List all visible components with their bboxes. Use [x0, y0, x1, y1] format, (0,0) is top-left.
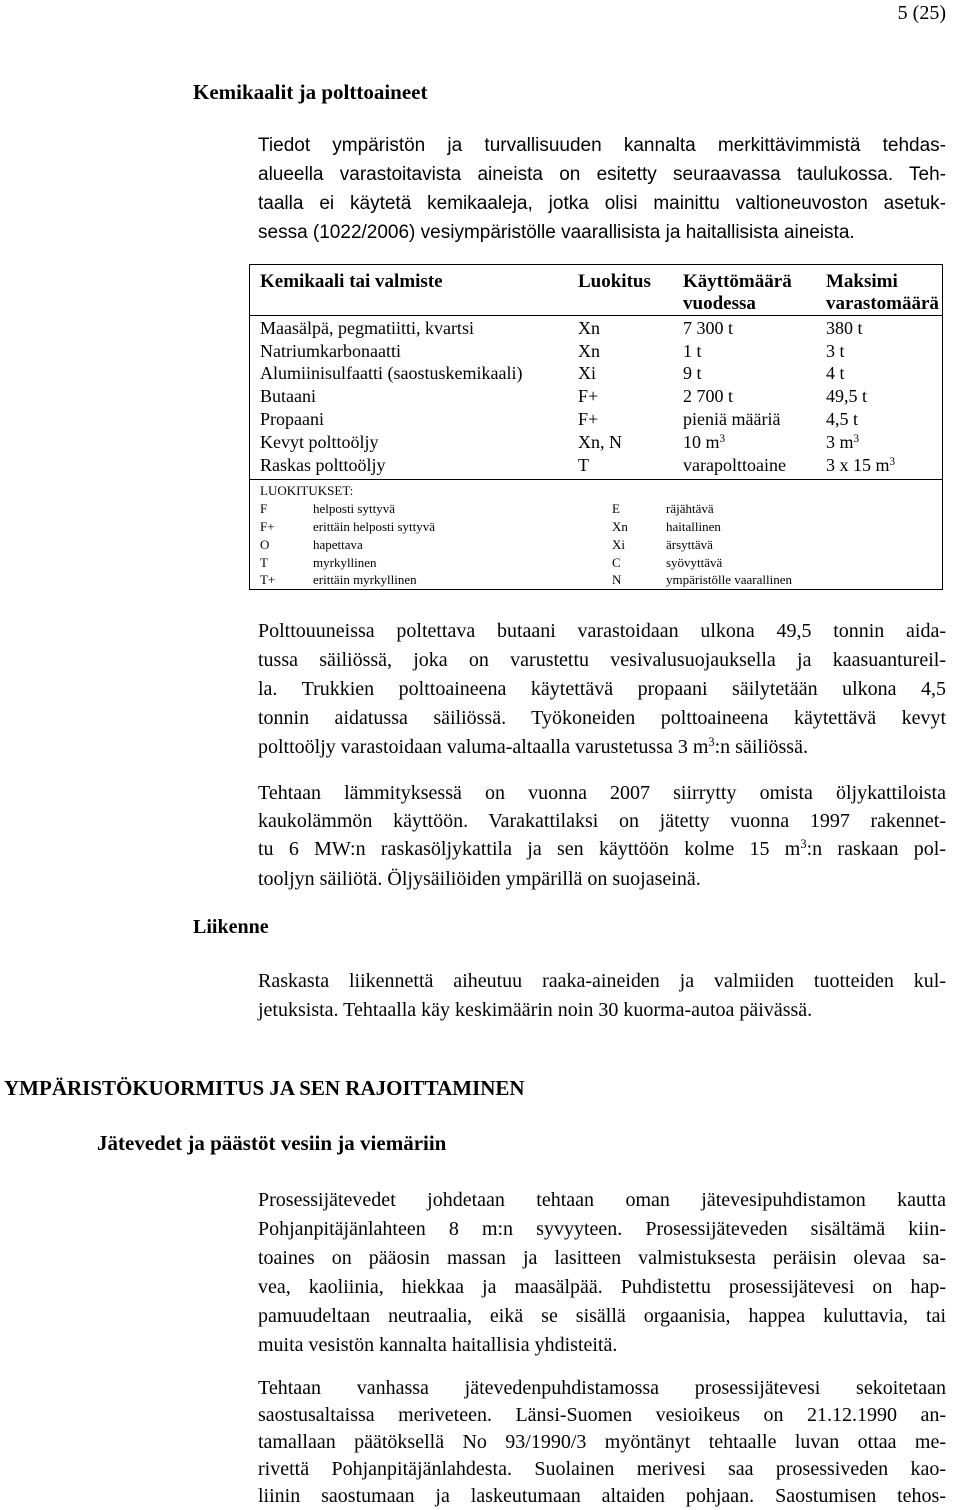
- cell-class: Xn: [578, 341, 600, 361]
- legend-text: erittäin myrkyllinen: [313, 572, 417, 587]
- cell-max: 380 t: [826, 318, 863, 338]
- text-line: Polttouuneissa poltettava butaani varastoidaan ulkona 49,5 tonnin aida-: [258, 620, 946, 642]
- text-line: Pohjanpitäjänlahteen 8 m:n syvyyteen. Prosessijäteveden sisältämä kiin-: [258, 1218, 946, 1240]
- process-water-paragraph: [258, 1186, 946, 1360]
- cell-class: Xn, N: [578, 432, 622, 452]
- header-classification: Luokitus: [578, 271, 651, 292]
- text-line: toaines on pääosin massan ja lasitteen valmistuksesta peräisin olevaa sa-: [258, 1247, 946, 1269]
- header-annual-usage: Käyttömäärä: [683, 271, 792, 292]
- text-line: tonnin aidatussa säiliössä. Työkoneiden polttoaineena käytettävä kevyt: [258, 707, 946, 729]
- text-line: tooljyn säiliötä. Öljysäiliöiden ympärillä on suojaseinä.: [258, 868, 701, 890]
- cell-max: 4,5 t: [826, 409, 859, 429]
- text-line: tamallaan päätöksellä No 93/1990/3 myöntänyt tehtaalle luvan ottaa me-: [258, 1431, 946, 1453]
- text-fragment: :n raskaan pol-: [806, 838, 946, 860]
- cell-usage: pieniä määriä: [683, 409, 781, 429]
- legend-text: ärsyttävä: [666, 537, 713, 552]
- page-number: 5 (25): [897, 2, 946, 24]
- legend-title: LUOKITUKSET:: [260, 483, 354, 498]
- cell-name: Propaani: [260, 409, 324, 429]
- cell-class: F+: [578, 386, 599, 406]
- superscript: 3: [889, 455, 896, 468]
- text-fragment: :n säiliössä.: [714, 736, 808, 758]
- text-line: [258, 835, 946, 865]
- cell-usage: 7 300 t: [683, 318, 734, 338]
- header-chemical: Kemikaali tai valmiste: [260, 271, 443, 292]
- cell-max: [826, 455, 895, 476]
- legend-code: C: [612, 555, 621, 570]
- fuel-storage-paragraph: [258, 617, 946, 764]
- cell-class: T: [578, 455, 589, 475]
- superscript: 3: [800, 837, 807, 852]
- cell-name: Natriumkarbonaatti: [260, 341, 401, 361]
- cell-name: Alumiinisulfaatti (saostuskemikaali): [260, 363, 523, 383]
- header-annual-usage-line2: vuodessa: [683, 293, 756, 314]
- superscript: 3: [853, 432, 860, 445]
- cell-name: Kevyt polttoöljy: [260, 432, 379, 452]
- legend-code: F: [260, 501, 268, 516]
- text-line: la. Trukkien polttoaineena käytettävä propaani säilytetään ulkona 4,5: [258, 678, 946, 700]
- text-line: liinin saostumaan ja laskeutumaan altaiden pohjaan. Saostumisen tehos-: [258, 1485, 946, 1507]
- text-line: tussa säiliössä, joka on varustettu vesivalusuojauksella ja kaasuantureil-: [258, 649, 946, 671]
- header-divider: [250, 315, 942, 316]
- legend-text: myrkyllinen: [313, 555, 377, 570]
- text-line: Tehtaan vanhassa jätevedenpuhdistamossa prosessijätevesi sekoitetaan: [258, 1377, 946, 1399]
- legend-divider: [250, 479, 942, 480]
- legend-code: T: [260, 555, 268, 570]
- section-heading-traffic: Liikenne: [193, 916, 269, 938]
- legend-text: räjähtävä: [666, 501, 714, 516]
- cell-name: Maasälpä, pegmatiitti, kvartsi: [260, 318, 474, 338]
- legend-code: N: [612, 572, 622, 587]
- text-fragment: polttoöljy varastoidaan valuma-altaalla varustetussa 3 m: [258, 736, 709, 758]
- cell-usage: 1 t: [683, 341, 702, 361]
- cell-class: F+: [578, 409, 599, 429]
- cell-class: Xn: [578, 318, 600, 338]
- legend-text: erittäin helposti syttyvä: [313, 519, 436, 534]
- superscript: 3: [719, 432, 726, 445]
- cell-max-value: 3 m: [826, 432, 854, 452]
- text-line: sessa (1022/2006) vesiympäristölle vaarallisista ja haitallisista aineista.: [258, 222, 855, 243]
- header-max-storage-line2: varastomäärä: [826, 293, 939, 314]
- text-line: pamuudeltaan neutraalia, eikä se sisällä orgaanisia, happea kuluttavia, tai: [258, 1305, 946, 1327]
- header-max-storage: Maksimi: [826, 271, 898, 292]
- cell-max: 3 t: [826, 341, 845, 361]
- section-heading-wastewater: Jätevedet ja päästöt vesiin ja viemäriin: [97, 1131, 447, 1155]
- text-line: Raskasta liikennettä aiheutuu raaka-aineiden ja valmiiden tuotteiden kul-: [258, 970, 946, 992]
- text-line: taalla ei käytetä kemikaaleja, jotka olisi mainittu valtioneuvoston asetuk-: [258, 193, 946, 214]
- text-fragment: tu 6 MW:n raskasöljykattila ja sen käyttöön kolme 15 m: [258, 838, 801, 860]
- legend-code: Xn: [612, 519, 628, 534]
- text-line: alueella varastoitavista aineista on esitetty seuraavassa taulukossa. Teh-: [258, 164, 946, 185]
- text-line: rivettä Pohjanpitäjänlahdesta. Suolainen merivesi saa prosessiveden kao-: [258, 1458, 946, 1480]
- chemicals-intro-paragraph: [258, 131, 946, 247]
- legend-code: T+: [260, 572, 276, 587]
- section-heading-environment: YMPÄRISTÖKUORMITUS JA SEN RAJOITTAMINEN: [4, 1076, 525, 1100]
- cell-name: Raskas polttoöljy: [260, 455, 386, 475]
- legend-text: helposti syttyvä: [313, 501, 395, 516]
- cell-max: 4 t: [826, 363, 845, 383]
- legend-code: E: [612, 501, 620, 516]
- cell-max: 49,5 t: [826, 386, 868, 406]
- chemicals-table: [249, 264, 943, 590]
- text-line: muita vesistön kannalta haitallisia yhdisteitä.: [258, 1334, 618, 1356]
- legend-text: syövyttävä: [666, 555, 723, 570]
- superscript: 3: [708, 735, 715, 750]
- cell-usage: [683, 432, 725, 453]
- text-line: Prosessijätevedet johdetaan tehtaan oman jätevesipuhdistamon kautta: [258, 1189, 946, 1211]
- text-line: kaukolämmön käyttöön. Varakattilaksi on jätetty vuonna 1997 rakennet-: [258, 810, 946, 832]
- legend-code: F+: [260, 519, 275, 534]
- text-line: saostusaltaissa meriveteen. Länsi-Suomen vesioikeus on 21.12.1990 an-: [258, 1404, 946, 1426]
- cell-usage: 2 700 t: [683, 386, 734, 406]
- legend-code: Xi: [612, 537, 625, 552]
- text-line: jetuksista. Tehtaalla käy keskimäärin noin 30 kuorma-autoa päivässä.: [258, 999, 813, 1021]
- cell-name: Butaani: [260, 386, 316, 406]
- old-treatment-paragraph: [258, 1375, 946, 1510]
- section-heading-chemicals: Kemikaalit ja polttoaineet: [193, 80, 428, 104]
- heating-paragraph: [258, 779, 946, 893]
- legend-text: haitallinen: [666, 519, 721, 534]
- cell-max: [826, 432, 859, 453]
- cell-max-value: 3 x 15 m: [826, 455, 890, 475]
- traffic-paragraph: [258, 967, 946, 1025]
- text-line: vea, kaoliinia, hiekkaa ja maasälpää. Puhdistettu prosessijätevesi on hap-: [258, 1276, 946, 1298]
- legend-code: O: [260, 537, 270, 552]
- text-line: [258, 733, 946, 764]
- text-line: Tehtaan lämmityksessä on vuonna 2007 siirrytty omista öljykattiloista: [258, 782, 946, 804]
- cell-class: Xi: [578, 363, 596, 383]
- legend-text: hapettava: [313, 537, 363, 552]
- legend-text: ympäristölle vaarallinen: [666, 572, 792, 587]
- cell-usage-value: 10 m: [683, 432, 720, 452]
- text-line: Tiedot ympäristön ja turvallisuuden kannalta merkittävimmistä tehdas-: [258, 135, 946, 156]
- cell-usage: varapolttoaine: [683, 455, 786, 475]
- cell-usage: 9 t: [683, 363, 702, 383]
